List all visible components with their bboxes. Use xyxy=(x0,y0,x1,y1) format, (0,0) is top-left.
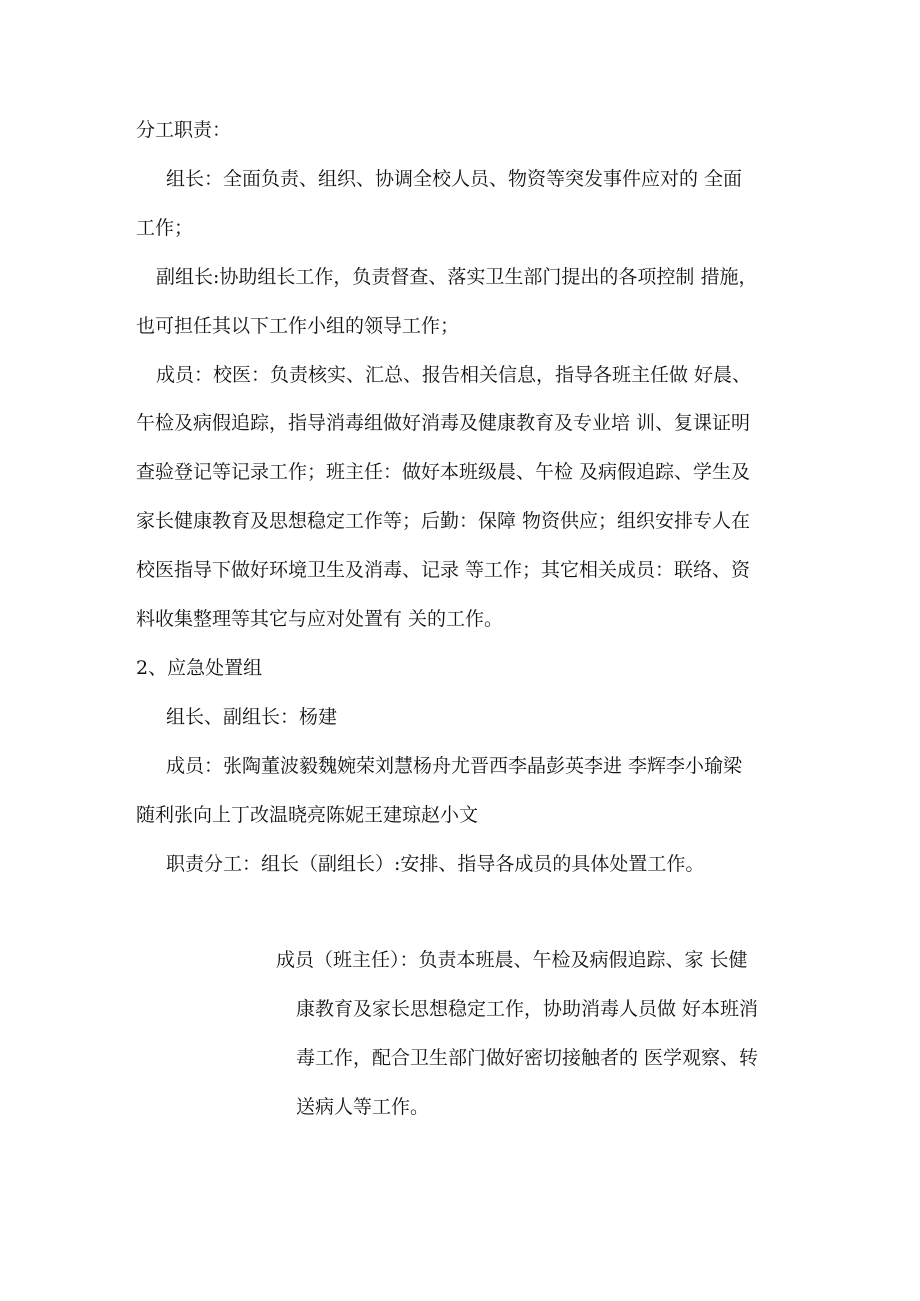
leader-duty-line-1: 组长：全面负责、组织、协调全校人员、物资等突发事件应对的 全面 xyxy=(166,168,743,190)
class-teacher-duty-line-3: 毒工作，配合卫生部门做好密切接触者的 医学观察、转 xyxy=(296,1047,759,1069)
section-2-leaders: 组长、副组长：杨建 xyxy=(166,706,338,728)
class-teacher-duty-line-2: 康教育及家长思想稳定工作，协助消毒人员做 好本班消 xyxy=(296,998,759,1020)
section-2-duty: 职责分工：组长（副组长）:安排、指导各成员的具体处置工作。 xyxy=(166,853,705,875)
deputy-duty-line-1: 副组长:协助组长工作，负责督查、落实卫生部门提出的各项控制 措施， xyxy=(156,266,758,288)
class-teacher-duty-line-4: 送病人等工作。 xyxy=(296,1096,430,1118)
section-2-members-line-1: 成员：张陶董波毅魏婉荣刘慧杨舟尤晋西李晶彭英李进 李辉李小瑜梁 xyxy=(166,755,743,777)
class-teacher-duty-line-1: 成员（班主任）：负责本班晨、午检及病假追踪、家 长健 xyxy=(276,949,748,971)
section-2-title: 2、应急处置组 xyxy=(136,657,263,679)
members-duty-line-4: 家长健康教育及思想稳定工作等；后勤：保障 物资供应；组织安排专人在 xyxy=(136,510,751,532)
deputy-duty-line-2: 也可担任其以下工作小组的领导工作； xyxy=(136,315,460,337)
leader-duty-line-2: 工作； xyxy=(136,217,194,239)
members-duty-line-3: 查验登记等记录工作；班主任：做好本班级晨、午检 及病假追踪、学生及 xyxy=(136,461,751,483)
members-duty-line-1: 成员：校医：负责核实、汇总、报告相关信息，指导各班主任做 好晨、 xyxy=(156,364,752,386)
section-2-members-line-2: 随利张向上丁改温晓亮陈妮王建琼赵小文 xyxy=(136,804,479,826)
members-duty-line-5: 校医指导下做好环境卫生及消毒、记录 等工作；其它相关成员：联络、资 xyxy=(136,559,751,581)
members-duty-line-2: 午检及病假追踪，指导消毒组做好消毒及健康教育及专业培 训、复课证明 xyxy=(136,412,751,434)
members-duty-line-6: 料收集整理等其它与应对处置有 关的工作。 xyxy=(136,608,504,630)
section-heading: 分工职责： xyxy=(136,119,232,141)
